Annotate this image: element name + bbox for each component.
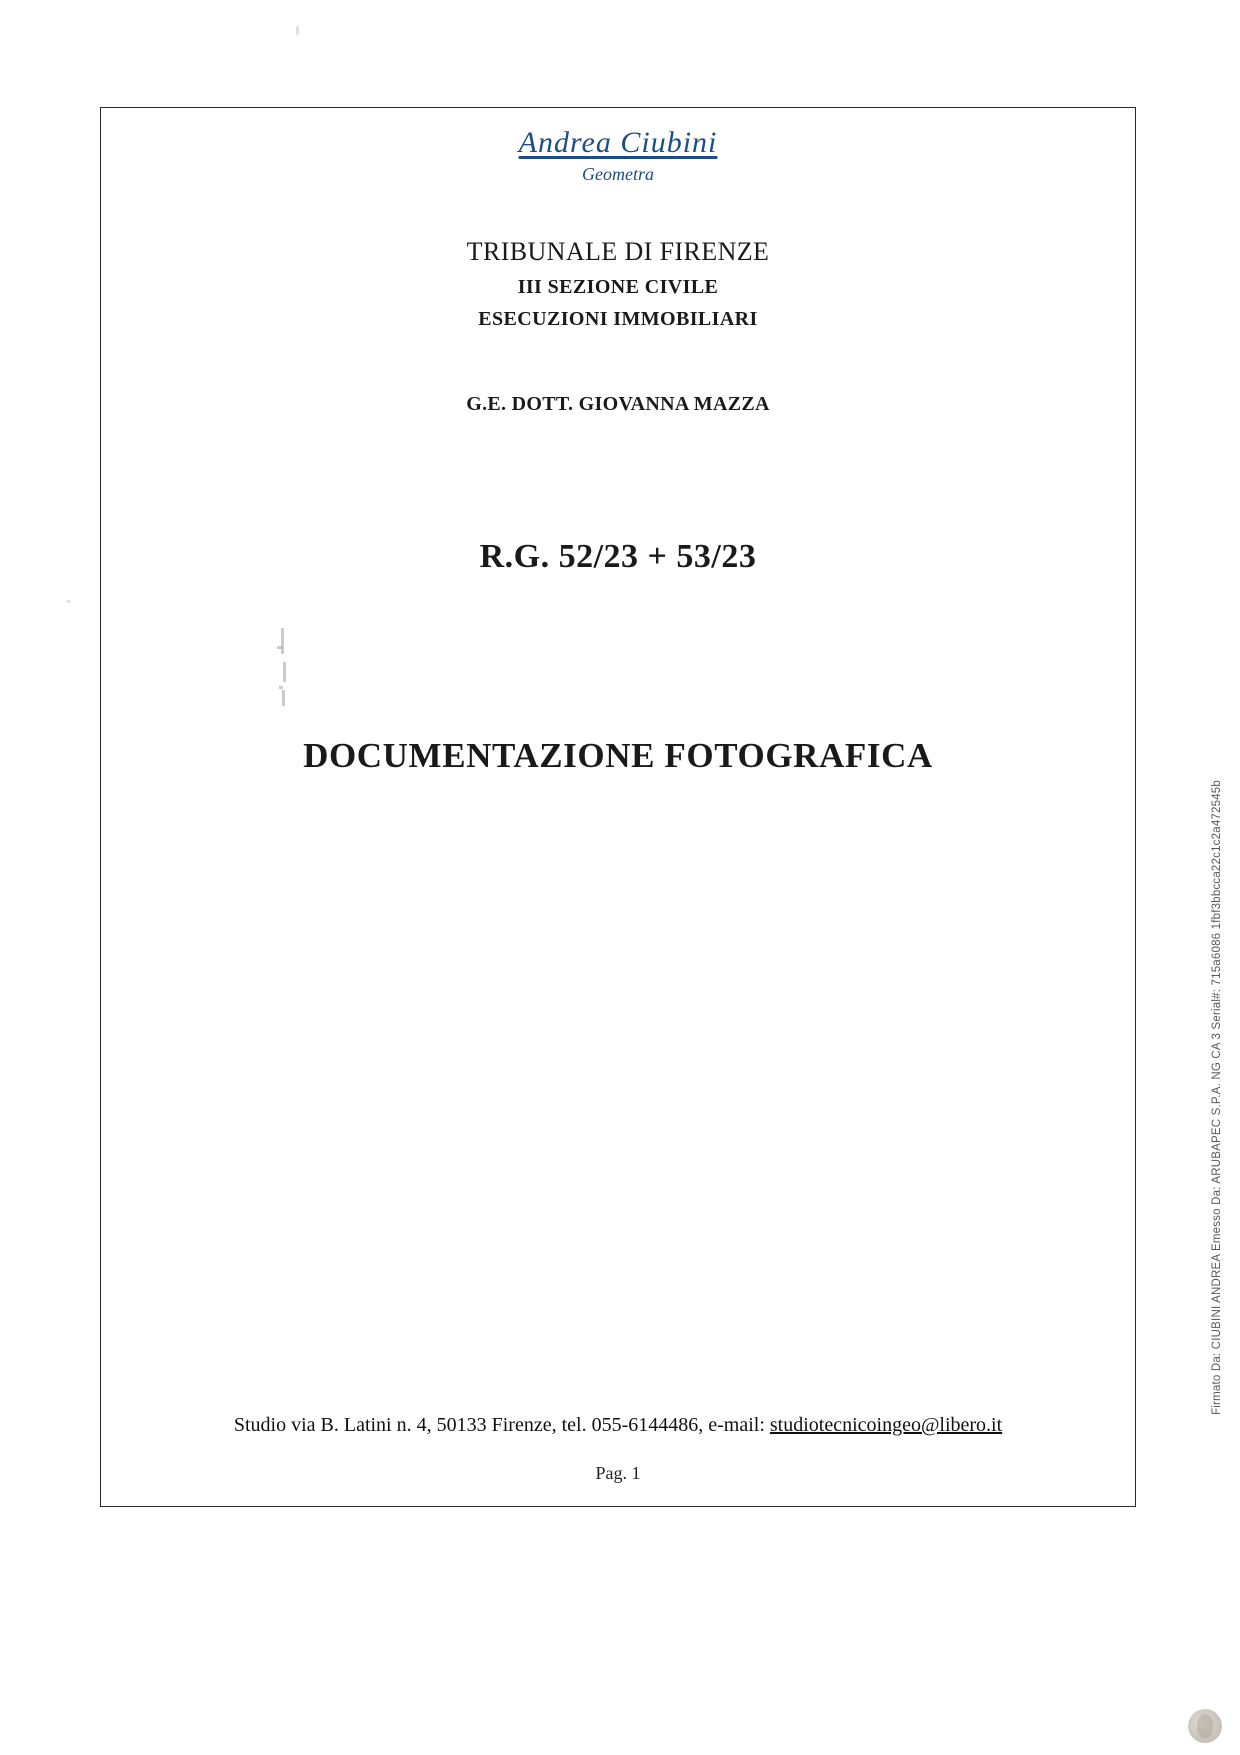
- page-title: DOCUMENTAZIONE FOTOGRAFICA: [303, 736, 933, 775]
- page-number: Pag. 1: [595, 1463, 641, 1483]
- court-name: TRIBUNALE DI FIRENZE: [466, 237, 770, 266]
- studio-email-link[interactable]: studiotecnicoingeo@libero.it: [769, 1414, 1003, 1436]
- page-footer: [101, 1414, 1135, 1484]
- signature-seal-icon: [1188, 1709, 1222, 1743]
- digital-signature-strip: [1198, 780, 1224, 1500]
- scan-smudge: [273, 628, 299, 708]
- letterhead-role: Geometra: [582, 164, 654, 184]
- court-block: [101, 237, 1135, 331]
- studio-contact: [101, 1414, 1135, 1437]
- letterhead: [101, 126, 1135, 185]
- court-section: III SEZIONE CIVILE: [517, 276, 719, 298]
- scan-speck: [296, 26, 299, 35]
- court-department: ESECUZIONI IMMOBILIARI: [478, 308, 758, 330]
- studio-contact-text: Studio via B. Latini n. 4, 50133 Firenze, tel. 055-6144486, e-mail:: [233, 1414, 770, 1436]
- scan-speck: [66, 600, 71, 603]
- document-page: [100, 107, 1136, 1507]
- letterhead-name: Andrea Ciubini: [518, 126, 718, 159]
- digital-signature-text: Firmato Da: CIUBINI ANDREA Emesso Da: ARUBAPEC S.P.A. NG CA 3 Serial#: 715a6086 1fbf3bbcca22c1c2a472545b: [1211, 780, 1223, 1415]
- case-number: R.G. 52/23 + 53/23: [479, 538, 757, 575]
- judge-line: G.E. DOTT. GIOVANNA MAZZA: [466, 393, 770, 415]
